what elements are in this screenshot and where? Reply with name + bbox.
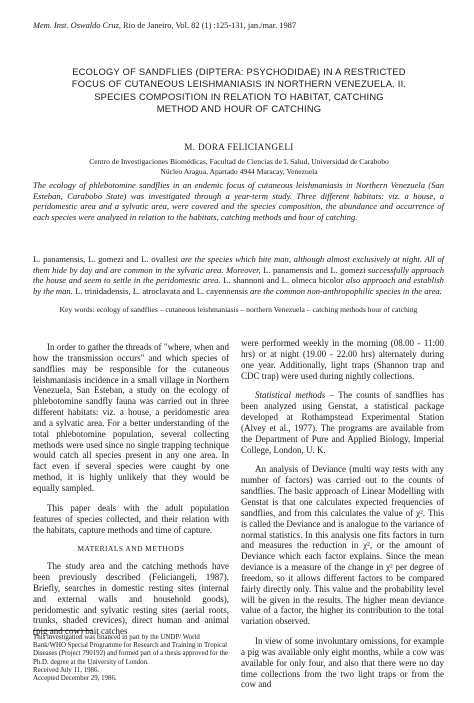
footnote (33, 634, 229, 683)
abstract-paragraph: The ecology of phlebotomine sandflies in an endemic focus of cutaneous leishmaniasis in Northern Venezuela (San Esteban, Carabobo State) was investigated through a year-term study. Three different habitats: viz. a house, a peridomestic area and a sylvatic area, were covered and the species composition, the abundance and occurrence of each species were analyzed in relation to the habitats, catching methods and hour of catching. (33, 180, 444, 222)
statistics-text: – The counts of sandflies has been analyzed using Genstat, a statistical package developed at Rothampstead Experimental Station (Alvey et al., 1977). The programs are available from the Department of Pure and Applied Biology, Imperial College, London, U. K. (241, 390, 444, 455)
abstract-text: are the species which bite man, although almost exclusively at night. All of them hide by day and are common in the sylvatic area. Moreover, (33, 254, 445, 275)
intro-paragraph: In order to gather the threads of "where, when and how the transmission occurs" and which species of sandflies may be responsible for the cutaneous leishmaniasis incidence in a small village in Northern Venezuela, San Esteban, a study on the ecology of phlebotomine sandfly fauna was carried out in three different habitats: viz. a house, a peridomestic area and a sylvatic area. For a better understanding of the total phlebotomine population, several collecting methods were used since no single trapping technique would catch all species present in any one area. In fact even if several species were caught by one method, it is highly unlikely that they would be equally sampled. (33, 342, 229, 493)
abstract-text: also approach and establish by the man. (33, 275, 444, 296)
left-column (33, 342, 229, 646)
journal-volume: Rio de Janeiro, Vol. 82 (1) :125-131, jan./mar. 1987 (120, 21, 297, 30)
methods-paragraph: The study area and the catching methods have been previously described (Feliciangeli, 1987). Briefly, searches in domestic resting sites (internal and external walls and household goods), peridomestic and sylvatic resting sites (aerial roots, trunks, shaded crevices), direct human and animal (pig and cow) bait catches (33, 561, 229, 637)
species-names: L. trinidadensis, L. atroclavata and L. cayennensis (75, 285, 248, 296)
journal-citation (33, 21, 296, 30)
title-line: METHOD AND HOUR OF CATCHING (156, 103, 322, 115)
subsection-title: Statistical methods (255, 390, 326, 401)
statistics-paragraph (241, 390, 444, 455)
affiliation (36, 157, 442, 176)
affiliation-line: Núcleo Aragua, Apartado 4944 Maracay, Venezuela (160, 166, 318, 176)
article-title (36, 66, 442, 116)
section-heading: MATERIALS AND METHODS (77, 544, 185, 554)
title-line: ECOLOGY OF SANDFLIES (DIPTERA: PSYCHODIDAE) IN A RESTRICTED (72, 66, 406, 77)
deviance-paragraph: An analysis of Deviance (multi way tests with any number of factors) was carried out to the counts of sandflies. The basic approach of Linear Modelling with Genstat is that one calculates expected frequencies of sandflies, and from this calculates the value of χ². This is called the Deviance and is analogue to the variance of normal statistics. In this analysis one fits factors in turn and measures the reduction in χ², or the amount of Deviance which each factor explains. Since the mean deviance is a measure of the change in χ² per degree of freedom, so it allows different factors to be compared fairly directly only. This value and the probability level will be given in the results. The higher mean deviance value of a factor, the higher its contribution to the total variation observed. (241, 464, 444, 627)
author-name: M. DORA FELICIANGELI (184, 142, 294, 152)
intro-paragraph: This paper deals with the adult population features of species collected, and their relation with the habitats, capture methods and time of capture. (33, 502, 229, 535)
species-names: L. shannoni and L. olmeca bicolor (223, 275, 344, 286)
affiliation-line: Centro de Investigaciones Biomédicas, Facultad de Ciencias de L Salud, Universidad de Carabobo (89, 157, 389, 166)
keywords: Key words: ecology of sandflies – cutaneous leishmaniasis – northern Venezuela – catching methods hour of catching (59, 305, 418, 314)
abstract-text: are the common non-anthropophilic species in the area. (247, 285, 442, 296)
footnote-rule (33, 630, 93, 631)
species-names: L. panamensis and L. gomezi (263, 264, 366, 275)
methods-paragraph: were performed weekly in the morning (08.00 - 11:00 hrs) or at night (19.00 - 22.00 hrs) alternately during one year. Additionally, light traps (Shannon trap and CDC trap) were used during nightly collections. (241, 338, 444, 381)
omissions-paragraph: In view of some involuntary omissions, for example a pig was available only eight months, while a cow was available for only four, and also that there were no day time collections from the two light traps or from the cow and (241, 636, 444, 690)
species-names: L. panamensis, L. gomezi and L. ovallesi (33, 254, 179, 264)
title-line: FOCUS OF CUTANEOUS LEISHMANIASIS IN NORTHERN VENEZUELA. II. (71, 78, 407, 90)
accepted-date: Accepted December 29, 1986. (33, 675, 117, 683)
journal-name: Mem. Inst. Oswaldo Cruz, (33, 21, 121, 30)
right-column (241, 338, 444, 699)
funding-note: This investigation was financed in part by the UNDP/ World Bank/WHO Special Programme for Research and Training in Tropical Diseases (Project 790192) and formed part of a thesis approved for the Ph.D. degree at the University of London. (33, 634, 228, 666)
abstract-species-paragraph (33, 254, 444, 296)
abstract-text: successfully approach the house and seem to settle in the peridomestic area. (33, 264, 445, 286)
title-line: SPECIES COMPOSITION IN RELATION TO HABITAT, CATCHING (94, 90, 384, 102)
received-date: Received July 11, 1986. (33, 666, 100, 674)
